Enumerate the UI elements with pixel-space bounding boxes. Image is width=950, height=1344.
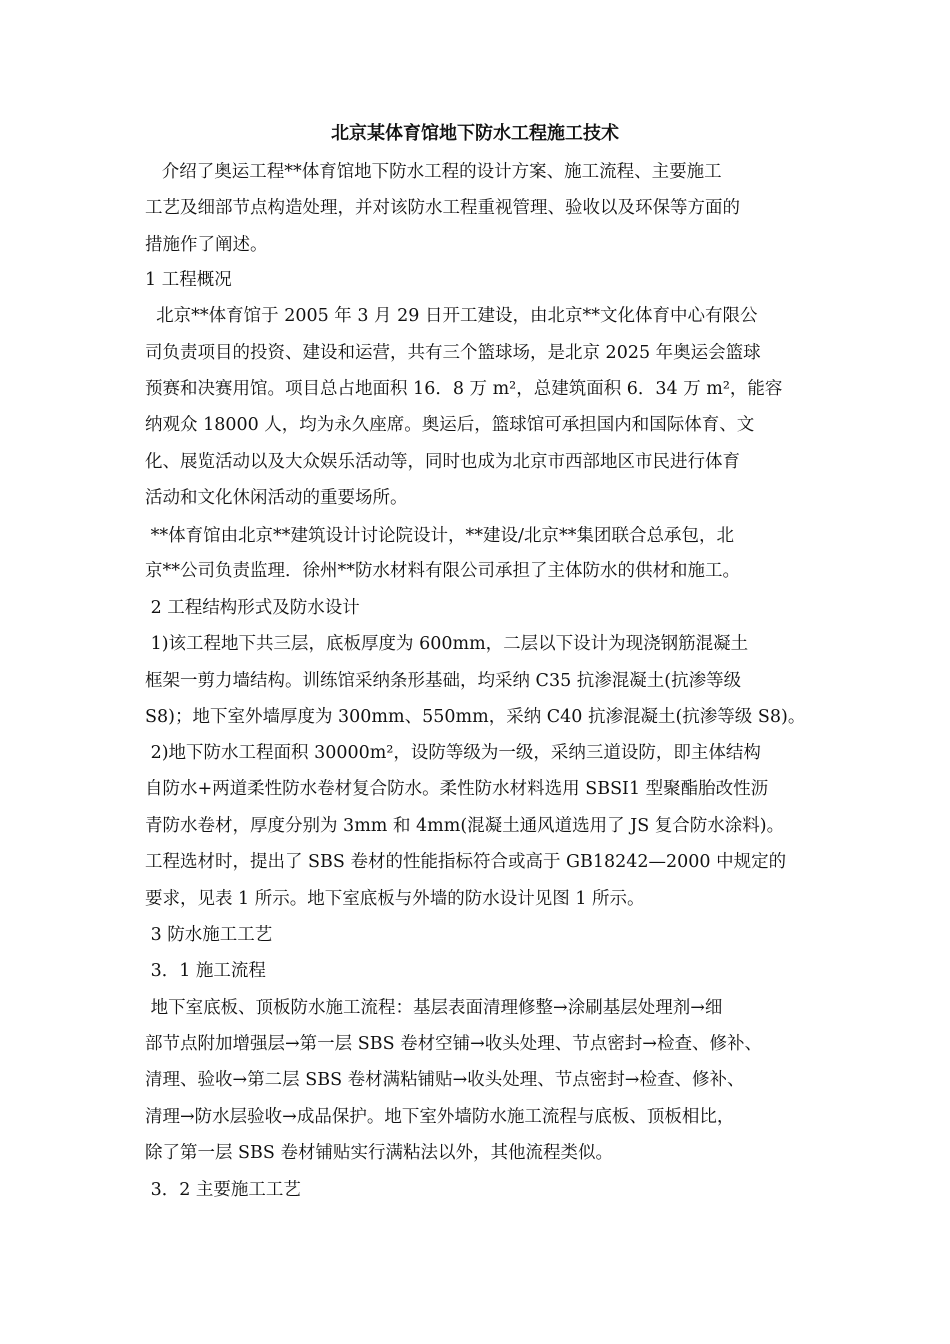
paragraph-line: 除了第一层 SBS 卷材铺贴实行满粘法以外，其他流程类似。 (145, 1143, 613, 1163)
paragraph-line: 自防水+两道柔性防水卷材复合防水。柔性防水材料选用 SBSI1 型聚酯胎改性沥 (145, 779, 769, 799)
section-heading: 1 工程概况 (145, 270, 232, 290)
paragraph-line: 框架一剪力墙结构。训练馆采纳条形基础，均采纳 C35 抗渗混凝土(抗渗等级 (145, 671, 742, 691)
paragraph-line: 预赛和决赛用馆。项目总占地面积 16．8 万 m²，总建筑面积 6．34 万 m²，能容 (145, 379, 783, 399)
section-heading: 2 工程结构形式及防水设计 (145, 598, 360, 618)
paragraph-line: 青防水卷材，厚度分别为 3mm 和 4mm(混凝土通风道选用了 JS 复合防水涂料)。 (145, 816, 785, 836)
subsection-heading: 3．1 施工流程 (145, 961, 266, 981)
paragraph-line: 措施作了阐述。 (145, 235, 268, 255)
paragraph-line: 工程选材时，提出了 SBS 卷材的性能指标符合或高于 GB18242—2000 中规定的 (145, 852, 787, 872)
paragraph-line: **体育馆由北京**建筑设计讨论院设计，**建设/北京**集团联合总承包，北 (145, 526, 734, 546)
paragraph-line: 清理、验收→第二层 SBS 卷材满粘铺贴→收头处理、节点密封→检查、修补、 (145, 1070, 745, 1090)
paragraph-line: 地下室底板、顶板防水施工流程：基层表面清理修整→涂刷基层处理剂→细 (145, 998, 723, 1018)
paragraph-line: S8)；地下室外墙厚度为 300mm、550mm，采纳 C40 抗渗混凝土(抗渗等级 S8)。 (145, 707, 806, 727)
paragraph-line: 介绍了奥运工程**体育馆地下防水工程的设计方案、施工流程、主要施工 (145, 162, 722, 182)
paragraph-line: 1)该工程地下共三层，底板厚度为 600mm，二层以下设计为现浇钢筋混凝土 (145, 634, 749, 654)
paragraph-line: 工艺及细部节点构造处理，并对该防水工程重视管理、验收以及环保等方面的 (145, 198, 740, 218)
paragraph-line: 司负责项目的投资、建设和运营，共有三个篮球场，是北京 2025 年奥运会篮球 (145, 343, 761, 363)
paragraph-line: 活动和文化休闲活动的重要场所。 (145, 488, 408, 508)
paragraph-line: 要求，见表 1 所示。地下室底板与外墙的防水设计见图 1 所示。 (145, 889, 645, 909)
paragraph-line: 清理→防水层验收→成品保护。地下室外墙防水施工流程与底板、顶板相比， (145, 1107, 735, 1127)
paragraph-line: 化、展览活动以及大众娱乐活动等，同时也成为北京市西部地区市民进行体育 (145, 452, 740, 472)
paragraph-line: 2)地下防水工程面积 30000m²，设防等级为一级，采纳三道设防，即主体结构 (145, 743, 761, 763)
paragraph-line: 京**公司负责监理．徐州**防水材料有限公司承担了主体防水的供材和施工。 (145, 561, 740, 581)
paragraph-line: 纳观众 18000 人，均为永久座席。奥运后，篮球馆可承担国内和国际体育、文 (145, 415, 755, 435)
subsection-heading: 3．2 主要施工工艺 (145, 1180, 301, 1200)
section-heading: 3 防水施工工艺 (145, 925, 273, 945)
paragraph-line: 部节点附加增强层→第一层 SBS 卷材空铺→收头处理、节点密封→检查、修补、 (145, 1034, 762, 1054)
paragraph-line: 北京**体育馆于 2005 年 3 月 29 日开工建设，由北京**文化体育中心有限公 (145, 306, 758, 326)
document-title: 北京某体育馆地下防水工程施工技术 (331, 123, 619, 144)
